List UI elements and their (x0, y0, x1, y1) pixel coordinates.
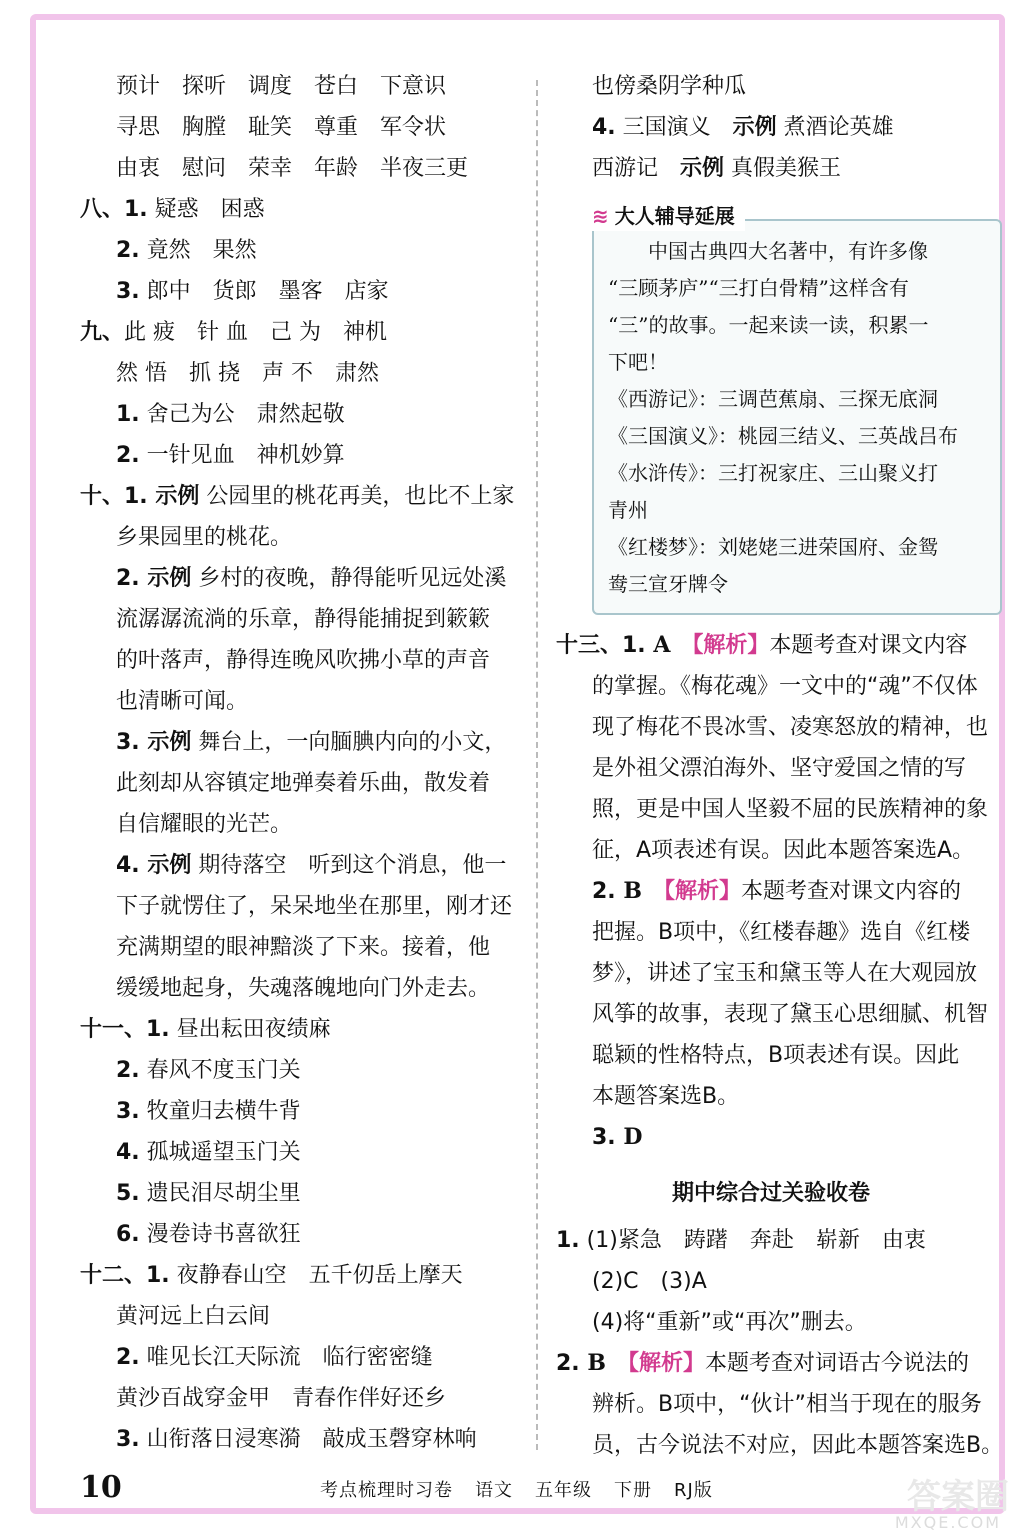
answer-line (80, 189, 520, 230)
answer-text: 预计 探听 调度 苍白 下意识 (116, 74, 447, 99)
answer-line (556, 912, 986, 953)
question-number: 九、 (80, 320, 125, 345)
answer-text: 本题考查对课文内容的 (740, 879, 961, 904)
answer-line (80, 681, 520, 722)
answer-choice: A (645, 632, 693, 658)
answer-text: 三国演义 (615, 115, 733, 140)
answer-text: 此刻却从容镇定地弹奏着乐曲，散发着 (116, 771, 491, 796)
answer-line (80, 517, 520, 558)
answer-line (556, 1035, 986, 1076)
question-number: 4. (592, 115, 616, 140)
answer-text: 孤城遥望玉门关 (139, 1140, 301, 1165)
answer-line (80, 927, 520, 968)
answer-line (80, 1419, 520, 1460)
question-number: 2. (116, 238, 140, 263)
answer-line (556, 789, 989, 830)
answer-text: 春风不度玉门关 (139, 1058, 301, 1083)
answer-text: 员，古今说法不对应，因此本题答案选B。 (592, 1433, 1004, 1458)
answer-text: 照，更是中国人坚毅不屈的民族精神的象 (592, 797, 989, 822)
answer-line (556, 1117, 986, 1158)
answer-text: 辨析。B项中，“伙计”相当于现在的服务 (592, 1392, 982, 1417)
answer-line (80, 558, 520, 599)
answer-line (80, 886, 520, 927)
answer-line (556, 1425, 1004, 1466)
question-number: 2. (116, 1058, 140, 1083)
question-number: 2. (592, 879, 616, 904)
example-label: 示例 (139, 730, 192, 755)
answer-text: 风筝的故事，表现了黛玉心思细腻、机智 (592, 1002, 989, 1027)
answer-line (80, 476, 520, 517)
answer-text: (2)C (3)A (592, 1269, 707, 1294)
tutor-box-line: 《西游记》：三调芭蕉扇、三探无底洞 (608, 387, 938, 411)
question-number: 4. (116, 1140, 140, 1165)
answer-line (556, 66, 986, 107)
footer-item: 语文 (475, 1480, 513, 1501)
answer-line (80, 1009, 520, 1050)
answer-line (80, 968, 520, 1009)
answer-text: 夜静春山空 五千仞岳上摩天 (169, 1263, 463, 1288)
tutor-box-title: ≋ 大人辅导延展 (592, 201, 745, 231)
tutor-extension-box (592, 204, 1002, 615)
answer-text: 黄沙百战穿金甲 青春作伴好还乡 (116, 1386, 447, 1411)
tutor-box-line: 《三国演义》：桃园三结义、三英战吕布 (608, 424, 958, 448)
answer-line (80, 1050, 520, 1091)
tutor-box-line: 鸯三宣牙牌令 (608, 572, 728, 596)
analysis-tag: 【解析】 (627, 1351, 705, 1376)
answer-text: 充满期望的眼神黯淡了下来。接着，他 (116, 935, 491, 960)
answer-text: 疑惑 困惑 (147, 197, 265, 222)
question-number: 十二、1. (80, 1263, 170, 1288)
answer-text: 流潺潺流淌的乐章，静得能捕捉到簌簌 (116, 607, 491, 632)
answer-text: 期待落空 听到这个消息，他一 (191, 853, 507, 878)
question-number: 3. (116, 1427, 140, 1452)
answer-text: 舍己为公 肃然起敬 (139, 402, 345, 427)
answer-line (80, 107, 520, 148)
answer-line (556, 953, 986, 994)
answer-text: 本题考查对词语古今说法的 (704, 1351, 969, 1376)
question-number: 3. (116, 1099, 140, 1124)
right-column (556, 66, 1004, 1466)
question-number: 1. (556, 1228, 580, 1253)
answer-choice: B (579, 1350, 628, 1376)
answer-text: 的掌握。《梅花魂》一文中的“魂”不仅体 (592, 674, 978, 699)
answer-line (80, 763, 520, 804)
answer-text: 本题答案选B。 (592, 1084, 740, 1109)
answer-text: 牧童归去横牛背 (139, 1099, 301, 1124)
answer-text: 乡果园里的桃花。 (116, 525, 293, 550)
answer-line (80, 845, 520, 886)
answer-text: 黄河远上白云间 (116, 1304, 271, 1329)
answer-text: 西游记 (592, 156, 681, 181)
answer-text: 郎中 货郎 墨客 店家 (139, 279, 389, 304)
answer-text: 唯见长江天际流 临行密密缝 (139, 1345, 433, 1370)
answer-text: 漫卷诗书喜欲狂 (139, 1222, 301, 1247)
answer-text: 一针见血 神机妙算 (139, 443, 345, 468)
question-number: 2. (116, 566, 140, 591)
answer-line (80, 1132, 520, 1173)
question-number: 十一、1. (80, 1017, 170, 1042)
answer-text: 寻思 胸膛 耻笑 尊重 军令状 (116, 115, 447, 140)
example-label: 示例 (139, 853, 192, 878)
answer-line (80, 1378, 520, 1419)
answer-text: 然 悟 抓 挠 声 不 肃然 (116, 361, 379, 386)
example-label: 示例 (732, 115, 777, 140)
answer-text: 的叶落声，静得连晚风吹拂小草的声音 (116, 648, 491, 673)
answer-text: 山衔落日浸寒漪 敲成玉磬穿林响 (139, 1427, 477, 1452)
answer-line (80, 1337, 520, 1378)
question-number: 十、1. (80, 484, 148, 509)
answer-line (556, 1343, 986, 1384)
tutor-box-line: 《红楼梦》：刘姥姥三进荣国府、金鸳 (608, 535, 938, 559)
answer-line (80, 1173, 520, 1214)
answer-text: 也清晰可闻。 (116, 689, 249, 714)
answer-line (556, 748, 986, 789)
answer-line (80, 230, 520, 271)
answer-text: 由衷 慰问 荣幸 年龄 半夜三更 (116, 156, 469, 181)
question-number: 3. (116, 730, 140, 755)
wave-icon: ≋ (592, 204, 609, 228)
column-divider (536, 80, 538, 1450)
question-number: 3. (592, 1125, 616, 1150)
answer-text: 公园里的桃花再美，也比不上家 (199, 484, 515, 509)
answer-line (80, 1214, 520, 1255)
section-title: 期中综合过关验收卷 (671, 1181, 870, 1206)
answer-line (80, 435, 520, 476)
analysis-tag: 【解析】 (692, 633, 770, 658)
answer-line (80, 1091, 520, 1132)
answer-text: 竟然 果然 (139, 238, 257, 263)
tutor-box-line: “三”的故事。一起来读一读，积累一 (608, 313, 929, 337)
answer-line (80, 1255, 520, 1296)
answer-text: 本题考查对课文内容 (769, 633, 968, 658)
question-number: 4. (116, 853, 140, 878)
example-label: 示例 (147, 484, 200, 509)
answer-line (80, 599, 520, 640)
tutor-box-line: 中国古典四大名著中，有许多像 (608, 239, 928, 263)
answer-line (556, 625, 986, 666)
tutor-box-line: 《水浒传》：三打祝家庄、三山聚义打 (608, 461, 938, 485)
answer-choice: B (615, 878, 664, 904)
question-number: 2. (116, 443, 140, 468)
question-number: 3. (116, 279, 140, 304)
answer-text: (1)紧急 踌躇 奔赴 崭新 由衷 (579, 1228, 926, 1253)
answer-text: 此 疲 针 血 己 为 神机 (124, 320, 387, 345)
footer-item: 考点梳理时习卷 (320, 1480, 453, 1501)
question-number: 十三、1. (556, 633, 646, 658)
question-number: 八、1. (80, 197, 148, 222)
answer-text: 下子就愣住了，呆呆地坐在那里，刚才还 (116, 894, 513, 919)
answer-line (556, 1220, 986, 1261)
page-number: 10 (80, 1470, 122, 1505)
footer-item: RJ版 (674, 1480, 713, 1501)
answer-line (556, 107, 986, 148)
answer-line (556, 1261, 986, 1302)
answer-text: 现了梅花不畏冰雪、凌寒怒放的精神，也 (592, 715, 989, 740)
answer-text: 缓缓地起身，失魂落魄地向门外走去。 (116, 976, 491, 1001)
left-column (80, 66, 520, 1460)
answer-line (80, 312, 520, 353)
answer-line (556, 707, 989, 748)
answer-text: 遗民泪尽胡尘里 (139, 1181, 301, 1206)
analysis-tag: 【解析】 (663, 879, 741, 904)
answer-text: 梦》，讲述了宝玉和黛玉等人在大观园放 (592, 961, 978, 986)
answer-line (80, 353, 520, 394)
answer-line (556, 1076, 986, 1117)
answer-line (80, 1296, 520, 1337)
tutor-box-line: 下吧！ (608, 350, 668, 374)
answer-choice: D (615, 1124, 643, 1150)
answer-text: 也傍桑阴学种瓜 (592, 74, 747, 99)
footer-book-info (320, 1476, 735, 1502)
answer-text: 煮酒论英雄 (776, 115, 894, 140)
answer-text: 征，A项表述有误。因此本题答案选A。 (592, 838, 975, 863)
question-number: 5. (116, 1181, 140, 1206)
answer-line (556, 1302, 986, 1343)
answer-line (80, 66, 520, 107)
question-number: 2. (556, 1351, 580, 1376)
answer-text: 昼出耘田夜绩麻 (169, 1017, 331, 1042)
answer-text: 聪颖的性格特点，B项表述有误。因此 (592, 1043, 960, 1068)
answer-text: 乡村的夜晚，静得能听见远处溪 (191, 566, 507, 591)
footer-item: 下册 (614, 1480, 652, 1501)
watermark-url: MXQE.COM (894, 1513, 1001, 1532)
answer-line (80, 804, 520, 845)
question-number: 2. (116, 1345, 140, 1370)
example-label: 示例 (139, 566, 192, 591)
answer-line (80, 640, 520, 681)
answer-text: 是外祖父漂泊海外、坚守爱国之情的写 (592, 756, 967, 781)
tutor-box-line: 青州 (608, 498, 648, 522)
answer-text: 真假美猴王 (724, 156, 842, 181)
footer-item: 五年级 (535, 1480, 592, 1501)
example-label: 示例 (680, 156, 725, 181)
watermark-logo: 答案圈 (907, 1477, 1009, 1517)
answer-line (556, 830, 986, 871)
answer-line (556, 148, 986, 189)
answer-text: (4)将“重新”或“再次”删去。 (592, 1310, 867, 1335)
answer-text: 把握。B项中，《红楼春趣》选自《红楼 (592, 920, 971, 945)
answer-text: 自信耀眼的光芒。 (116, 812, 293, 837)
page-footer (80, 1470, 980, 1506)
answer-line (556, 871, 986, 912)
tutor-box-line: “三顾茅庐”“三打白骨精”这样含有 (608, 276, 909, 300)
question-number: 6. (116, 1222, 140, 1247)
answer-line (80, 271, 520, 312)
answer-line (80, 722, 520, 763)
answer-line (556, 1384, 986, 1425)
answer-line (556, 666, 986, 707)
question-number: 1. (116, 402, 140, 427)
answer-text: 舞台上，一向腼腆内向的小文， (191, 730, 507, 755)
answer-line (80, 148, 520, 189)
answer-line (80, 394, 520, 435)
answer-line (556, 994, 989, 1035)
